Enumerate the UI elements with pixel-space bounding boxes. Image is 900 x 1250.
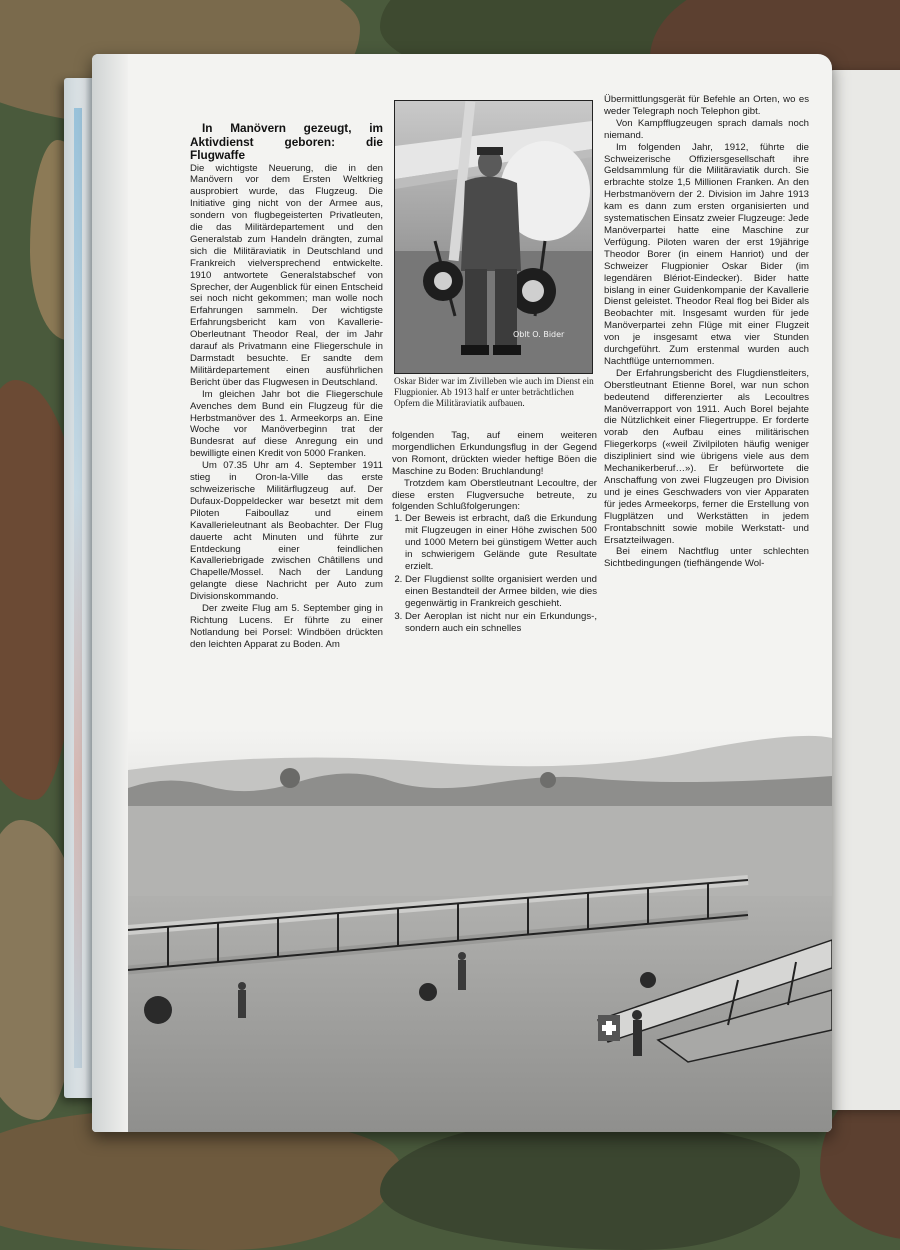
text-column-3 — [604, 94, 809, 570]
text-column-1 — [190, 122, 383, 651]
photo-inscription: Oblt O. Bider — [513, 330, 565, 339]
list-item: 2. Der Flugdienst sollte organisiert werden und einen Bestandteil der Armee bilden, wie dies gegenwärtig in Frankreich geschieht. — [405, 574, 597, 610]
paragraph: Im folgenden Jahr, 1912, führte die Schweizerische Offiziersgesellschaft ihre Geldsammlung für die Militäraviatik durch. Sie erbrachte stolze 1,5 Millionen Franken. An den Herbstmanövern der 2. Division im Jahre 1913 kam es dann zum ersten organisierten und systematischen Einsatz zweier Flugzeuge: Jede Manöverpartei hatte eine Maschine zur Verfügung. Piloten waren der erst 19jährige Theodor Borer (in einem Hanriot) und der Schweizer Flugpionier Oskar Bider (im legendären Blériot-Eindecker). Bider hatte bislang in einer Guidenkompanie der Kavallerie Dienst geleistet. Theodor Real flog bei Bider als Beobachter mit. Insgesamt wurden für jede Manöverpartei zehn Flüge mit einer Flugzeit von je insgesamt etwa vier Stunden durchgeführt. Zum erstenmal wurden auch Nachtflüge unternommen. — [604, 141, 809, 367]
paragraph: Übermittlungsgerät für Befehle an Orten, wo es weder Telegraph noch Telephon gibt. — [604, 94, 809, 117]
book-page — [92, 54, 832, 1132]
airfield-biplanes-photo — [128, 730, 832, 1132]
section-heading: In Manövern gezeugt, im Aktivdienst geboren: die Flugwaffe — [190, 121, 383, 162]
list-item: 1. Der Beweis ist erbracht, daß die Erkundung mit Flugzeugen in einer Höhe zwischen 500 und 1000 Metern bei günstigem Wetter auch in schwierigem Gelände gute Resultate erzielt. — [405, 513, 597, 573]
text-column-2 — [392, 430, 597, 635]
list-item: 3. Der Aeroplan ist nicht nur ein Erkundungs-, sondern auch ein schnelles — [405, 611, 597, 635]
paragraph: Im gleichen Jahr bot die Fliegerschule Avenches dem Bund ein Flugzeug für die Herbstmanöver des 1. Armeekorps an. Eine Woche vor Manöverbeginn trat der Bundesrat auf diese Anregung ein und bewilligte einen Kredit von 5000 Franken. — [190, 388, 383, 460]
paragraph: Der Erfahrungsbericht des Flugdienstleiters, Oberstleutnant Etienne Borel, war nun schon bedeutend differenzierter als Lecoultres Manöverrapport von 1911. Auch Borel bejahte die Nützlichkeit einer Fliegertruppe. Er forderte vorab den Aufbau eines militärischen Fliegerkorps («weil Zivilpiloten häufig weniger diszipliniert sind wie übrigens viele aus dem Mechanikerberuf…»). Er befürwortete die Anschaffung von zwei Flugzeugen pro Division und je eines Geschwaders von vier Apparaten für jedes Armeekorps, ferner die Erstellung von Flugplätzen und Werkstätten in jedem Frontabschnitt sowie mobile Werkstatt- und Ersatzteilwagen. — [604, 367, 809, 546]
page-gutter — [92, 54, 128, 1132]
bider-portrait-photo — [394, 100, 593, 374]
photo-caption: Oskar Bider war im Zivilleben wie auch im Dienst ein Flugpionier. Ab 1913 half er unter beträchtlichen Opfern die Militäraviatik aufbauen. — [394, 376, 594, 409]
paragraph: Von Kampfflugzeugen sprach damals noch niemand. — [604, 117, 809, 141]
paragraph: Bei einem Nachtflug unter schlechten Sichtbedingungen (tiefhängende Wol- — [604, 546, 809, 570]
paragraph: Die wichtigste Neuerung, die in den Manövern vor dem Ersten Weltkrieg ausprobiert wurde, das Flugzeug. Die Initiative ging nicht von der Armee aus, sondern von flugbegeisterten Privatleuten, die das Militärdepartement und den Generalstab zum Handeln drängten, zumal sich die Militäraviatik in Deutschland und Frankreich vielversprechend entwickelte. 1910 antwortete Generalstabschef von Sprecher, der Augenblick für einen Entscheid sei noch nicht gekommen; man wolle noch Erfahrungen sammeln. Der wichtigste Erfahrungsbericht kam von Kavallerie-Oberleutnant Theodor Real, der im Jahr darauf als Privatmann eine Fliegerschule in Darmstadt besuchte. Er sandte dem Militärdepartement einen ausführlichen Bericht über das Flugwesen in Deutschland. — [190, 162, 383, 388]
paragraph: folgenden Tag, auf einem weiteren morgendlichen Erkundungsflug in der Gegend von Romont, drückten wieder heftige Böen die Maschine zu Boden: Bruchlandung! — [392, 430, 597, 477]
paragraph: Der zweite Flug am 5. September ging in Richtung Lucens. Er führte zu einer Notlandung bei Porsel: Windböen drückten den leichten Apparat zu Boden. Am — [190, 603, 383, 650]
conclusions-list — [392, 513, 597, 634]
camouflage-patch — [380, 1120, 800, 1250]
paragraph: Um 07.35 Uhr am 4. September 1911 stieg in Oron-la-Ville das erste schweizerische Militärflugzeug auf. Der Dufaux-Doppeldecker war besetzt mit dem Piloten Faiboullaz und einem Kavallerieleutnant als Beobachter. Der Flug dauerte acht Minuten und führte zur Entdeckung einer feindlichen Kavalleriebrigade zwischen Châtillens und Chapelle/Mossel. Nach der Landung gelangte diese Nachricht per Auto zum Divisionskommando. — [190, 460, 383, 603]
paragraph: Trotzdem kam Oberstleutnant Lecoultre, der diese ersten Flugversuche betreute, zu folgenden Schlußfolgerungen: — [392, 477, 597, 513]
next-page-edge — [826, 70, 900, 1110]
